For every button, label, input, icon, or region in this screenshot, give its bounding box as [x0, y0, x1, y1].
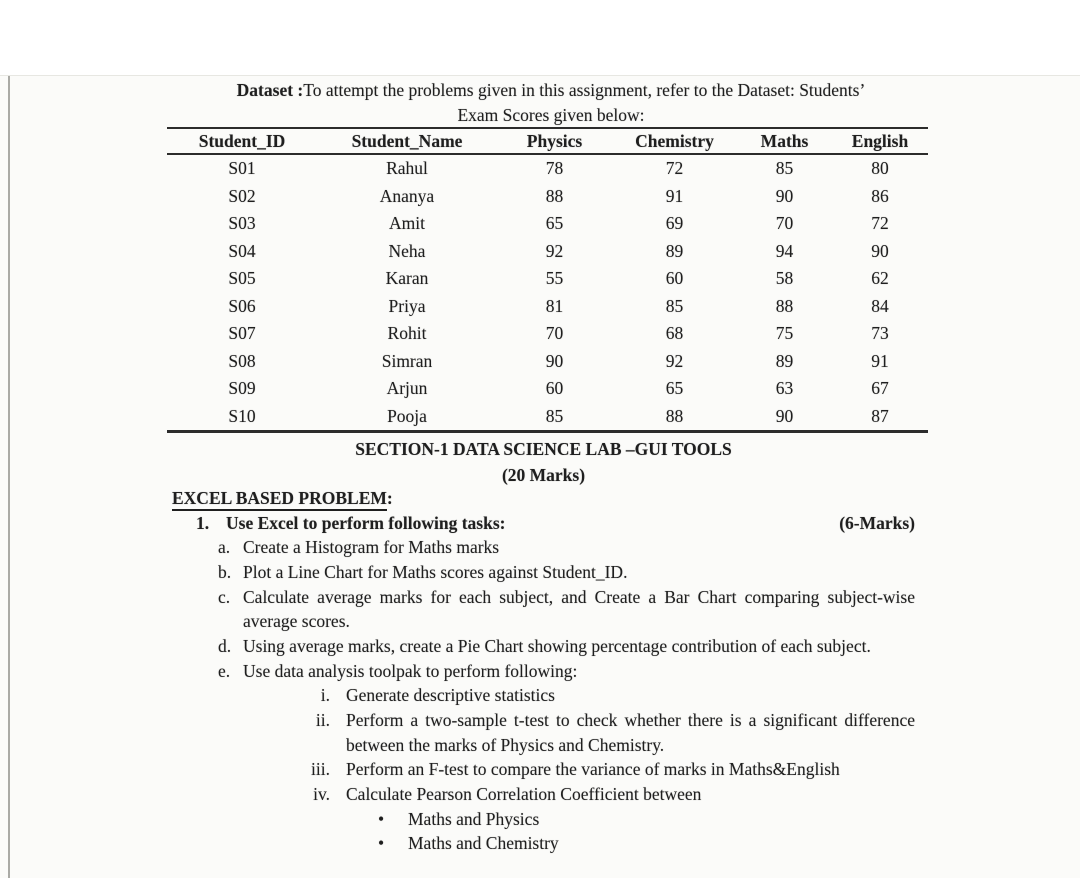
- cell-student-name: Simran: [381, 350, 433, 371]
- list-item-text: Generate descriptive statistics: [346, 685, 555, 706]
- problem-heading: [172, 486, 915, 511]
- col-header-english: English: [832, 128, 928, 154]
- cell-student-id: S05: [228, 268, 256, 289]
- cell-student-id: S02: [228, 185, 256, 206]
- cell-maths: 94: [775, 240, 794, 261]
- cell-student-name: Priya: [388, 295, 426, 316]
- list-marker: a.: [218, 537, 231, 558]
- list-item-text: Calculate Pearson Correlation Coefficient between: [346, 783, 702, 804]
- page-left-edge: [8, 76, 10, 878]
- list-item-text: Maths and Chemistry: [408, 833, 559, 854]
- cell-maths: 90: [775, 405, 794, 426]
- list-item-c: [172, 585, 915, 634]
- cell-maths: 75: [775, 323, 794, 344]
- cell-english: 80: [871, 158, 889, 179]
- cell-english: 84: [871, 295, 889, 316]
- cell-chemistry: 65: [665, 378, 684, 399]
- bullet-item-1: [172, 807, 915, 832]
- cell-chemistry: 92: [665, 350, 684, 371]
- cell-physics: 55: [545, 268, 564, 289]
- table-row: [167, 375, 928, 403]
- question-1: [172, 511, 915, 536]
- cell-student-name: Pooja: [387, 405, 427, 426]
- cell-student-name: Neha: [388, 240, 426, 261]
- list-marker: i.: [320, 685, 330, 706]
- sublist-item-iii: [172, 757, 915, 782]
- question-text: Use Excel to perform following tasks:: [226, 512, 506, 533]
- list-item-text: Perform a two-sample t-test to check whether there is a significant difference between the marks of Physics and Chemistry.: [346, 709, 915, 755]
- cell-maths: 85: [775, 158, 794, 179]
- cell-student-name: Karan: [385, 268, 429, 289]
- list-item-text: Create a Histogram for Maths marks: [243, 537, 500, 558]
- cell-physics: 92: [545, 240, 564, 261]
- cell-english: 91: [871, 350, 889, 371]
- cell-physics: 78: [545, 158, 564, 179]
- cell-physics: 85: [545, 405, 564, 426]
- cell-chemistry: 85: [665, 295, 684, 316]
- cell-chemistry: 88: [665, 405, 684, 426]
- cell-english: 73: [871, 323, 889, 344]
- cell-student-name: Arjun: [386, 378, 428, 399]
- cell-maths: 88: [775, 295, 794, 316]
- table-row: [167, 320, 928, 348]
- table-row: [167, 403, 928, 432]
- section-marks: (20 Marks): [501, 465, 586, 485]
- list-marker: iv.: [313, 783, 330, 804]
- list-item-e: [172, 659, 915, 684]
- cell-physics: 65: [545, 213, 564, 234]
- cell-student-id: S03: [228, 213, 256, 234]
- col-header-student-name: Student_Name: [317, 128, 497, 154]
- list-marker: ii.: [315, 709, 330, 730]
- table-row: [167, 348, 928, 376]
- cell-chemistry: 89: [665, 240, 684, 261]
- list-item-text: Using average marks, create a Pie Chart showing percentage contribution of each subject.: [243, 635, 871, 656]
- cell-english: 62: [871, 268, 889, 289]
- table-row: [167, 154, 928, 183]
- table-row: [167, 210, 928, 238]
- list-item-text: Maths and Physics: [408, 808, 540, 829]
- cell-student-id: S09: [228, 378, 256, 399]
- cell-physics: 60: [545, 378, 564, 399]
- cell-maths: 63: [775, 378, 794, 399]
- section-title: SECTION-1 DATA SCIENCE LAB –GUI TOOLS: [355, 439, 732, 459]
- table-row: [167, 293, 928, 321]
- bullet-icon: •: [378, 808, 385, 829]
- list-item-text: Use data analysis toolpak to perform following:: [243, 660, 578, 681]
- cell-chemistry: 68: [665, 323, 684, 344]
- cell-maths: 70: [775, 213, 794, 234]
- cell-student-name: Ananya: [379, 185, 435, 206]
- table-header-row: [167, 128, 928, 154]
- cell-english: 72: [871, 213, 889, 234]
- cell-chemistry: 69: [665, 213, 684, 234]
- cell-english: 67: [871, 378, 889, 399]
- list-marker: iii.: [311, 759, 330, 780]
- cell-student-id: S07: [228, 323, 256, 344]
- col-header-maths: Maths: [737, 128, 832, 154]
- cell-chemistry: 91: [665, 185, 684, 206]
- cell-student-id: S06: [228, 295, 256, 316]
- cell-maths: 89: [775, 350, 794, 371]
- cell-student-id: S01: [228, 158, 256, 179]
- cell-physics: 90: [545, 350, 564, 371]
- sublist-item-i: [172, 683, 915, 708]
- assignment-body: [172, 436, 915, 856]
- cell-student-name: Rahul: [386, 158, 428, 179]
- cell-english: 86: [871, 185, 889, 206]
- cell-chemistry: 72: [665, 158, 684, 179]
- col-header-physics: Physics: [497, 128, 612, 154]
- cell-student-name: Rohit: [387, 323, 427, 344]
- cell-student-id: S08: [228, 350, 256, 371]
- cell-english: 90: [871, 240, 889, 261]
- cell-physics: 81: [545, 295, 564, 316]
- document-sheet: [0, 75, 1080, 878]
- question-marks: (6-Marks): [839, 512, 915, 533]
- list-marker: b.: [218, 561, 232, 582]
- cell-maths: 90: [775, 185, 794, 206]
- sublist-item-ii: [172, 708, 915, 757]
- table-row: [167, 265, 928, 293]
- list-marker: e.: [218, 660, 231, 681]
- cell-student-id: S04: [228, 240, 256, 261]
- col-header-chemistry: Chemistry: [612, 128, 737, 154]
- cell-maths: 58: [775, 268, 794, 289]
- intro-text: To attempt the problems given in this assignment, refer to the Dataset: Students’: [303, 80, 866, 100]
- dataset-label: Dataset :: [236, 80, 304, 100]
- col-header-student-id: Student_ID: [167, 128, 317, 154]
- table-row: [167, 183, 928, 211]
- list-item-text: Perform an F-test to compare the variance of marks in Maths&English: [346, 759, 840, 780]
- list-marker: c.: [218, 586, 231, 607]
- list-item-text: Calculate average marks for each subject, and Create a Bar Chart comparing subject-wise average scores.: [243, 586, 915, 632]
- exam-scores-table: [167, 127, 928, 433]
- intro-line-2: Exam Scores given below:: [457, 105, 645, 126]
- list-marker: d.: [218, 635, 232, 656]
- cell-physics: 88: [545, 185, 564, 206]
- problem-heading-text: EXCEL BASED PROBLEM: [172, 488, 387, 511]
- problem-heading-colon: :: [386, 488, 393, 508]
- list-item-d: [172, 634, 915, 659]
- cell-physics: 70: [545, 323, 564, 344]
- cell-student-name: Amit: [389, 213, 425, 234]
- list-item-a: [172, 535, 915, 560]
- table-row: [167, 238, 928, 266]
- sublist-item-iv: [172, 782, 915, 807]
- cell-english: 87: [871, 405, 889, 426]
- question-number: 1.: [196, 512, 210, 533]
- bullet-icon: •: [378, 833, 385, 854]
- bullet-item-2: [172, 831, 915, 856]
- intro-paragraph: [172, 78, 930, 129]
- list-item-text: Plot a Line Chart for Maths scores against Student_ID.: [243, 561, 628, 582]
- list-item-b: [172, 560, 915, 585]
- intro-line-1: [172, 78, 930, 103]
- cell-chemistry: 60: [665, 268, 684, 289]
- cell-student-id: S10: [228, 405, 256, 426]
